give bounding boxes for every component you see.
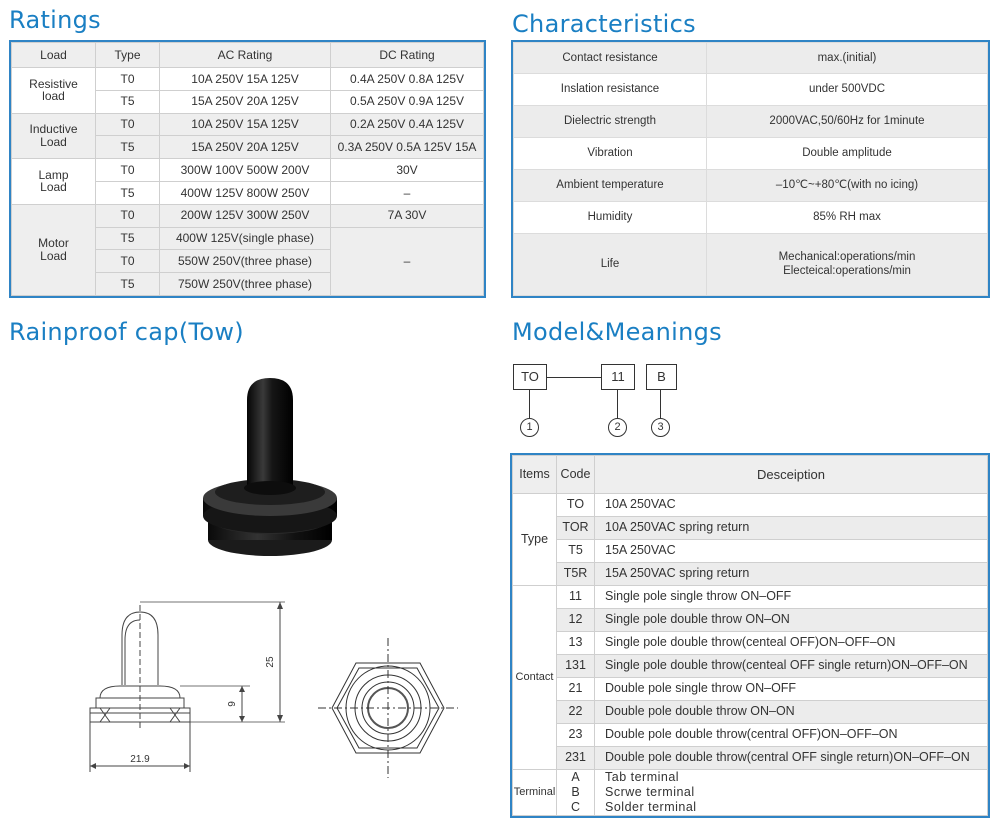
model-marker-3: 3 <box>651 418 670 437</box>
row-type: T0 <box>96 113 160 136</box>
row-ac: 10A 250V 15A 125V <box>160 113 331 136</box>
top-view-hex-drawing <box>318 638 458 778</box>
characteristics-table <box>513 42 988 296</box>
type-desc: 10A 250VAC <box>595 494 988 517</box>
terminal-descs: Tab terminal Scrwe terminal Solder terminal <box>595 770 988 816</box>
row-type: T5 <box>96 227 160 250</box>
header-type: Type <box>96 43 160 68</box>
load-inductive: Inductive Load <box>12 113 96 159</box>
char-value: 85% RH max <box>707 202 988 234</box>
char-value: under 500VDC <box>707 74 988 106</box>
row-dc: 0.4A 250V 0.8A 125V <box>331 68 484 91</box>
contact-desc: Single pole double throw(centeal OFF)ON–OFF–ON <box>595 632 988 655</box>
row-dc: 7A 30V <box>331 204 484 227</box>
row-dc: 0.3A 250V 0.5A 125V 15A <box>331 136 484 159</box>
contact-desc: Single pole double throw(centeal OFF single return)ON–OFF–ON <box>595 655 988 678</box>
char-label: Life <box>514 234 707 296</box>
contact-code: 231 <box>557 747 595 770</box>
contact-code: 23 <box>557 724 595 747</box>
model-connector-line <box>545 377 601 378</box>
row-ac: 400W 125V(single phase) <box>160 227 331 250</box>
row-ac: 15A 250V 20A 125V <box>160 90 331 113</box>
model-box-series: TO <box>513 364 547 390</box>
contact-code: 12 <box>557 609 595 632</box>
row-type: T5 <box>96 136 160 159</box>
model-marker-2: 2 <box>608 418 627 437</box>
type-code: T5 <box>557 540 595 563</box>
row-dc: – <box>331 227 484 295</box>
char-label: Dielectric strength <box>514 106 707 138</box>
contact-code: 131 <box>557 655 595 678</box>
row-type: T0 <box>96 204 160 227</box>
char-value: Mechanical:operations/min Electeical:operations/min <box>707 234 988 296</box>
type-desc: 15A 250VAC <box>595 540 988 563</box>
header-ac-rating: AC Rating <box>160 43 331 68</box>
contact-code: 11 <box>557 586 595 609</box>
char-label: Ambient temperature <box>514 170 707 202</box>
rainproof-cap-title: Rainproof cap(Tow) <box>9 318 244 346</box>
model-box-terminal: B <box>646 364 677 390</box>
header-description: Desceiption <box>595 456 988 494</box>
contact-code: 22 <box>557 701 595 724</box>
header-dc-rating: DC Rating <box>331 43 484 68</box>
model-meanings-title: Model&Meanings <box>512 318 722 346</box>
model-meanings-table-box <box>510 453 990 818</box>
load-lamp: Lamp Load <box>12 159 96 205</box>
characteristics-title: Characteristics <box>512 10 696 38</box>
contact-code: 21 <box>557 678 595 701</box>
char-value: Double amplitude <box>707 138 988 170</box>
dim-height-base: 9 <box>227 701 238 707</box>
contact-desc: Double pole single throw ON–OFF <box>595 678 988 701</box>
row-dc: 0.2A 250V 0.4A 125V <box>331 113 484 136</box>
characteristics-table-box <box>511 40 990 298</box>
model-marker-1: 1 <box>520 418 539 437</box>
row-ac: 300W 100V 500W 200V <box>160 159 331 182</box>
contact-desc: Single pole single throw ON–OFF <box>595 586 988 609</box>
char-label: Vibration <box>514 138 707 170</box>
row-type: T0 <box>96 68 160 91</box>
char-value: –10℃~+80℃(with no icing) <box>707 170 988 202</box>
ratings-title: Ratings <box>9 6 101 34</box>
char-label: Humidity <box>514 202 707 234</box>
row-type: T5 <box>96 181 160 204</box>
contact-desc: Double pole double throw ON–ON <box>595 701 988 724</box>
row-dc: 30V <box>331 159 484 182</box>
row-type: T5 <box>96 273 160 296</box>
contact-desc: Double pole double throw(central OFF single return)ON–OFF–ON <box>595 747 988 770</box>
type-desc: 15A 250VAC spring return <box>595 563 988 586</box>
header-items: Items <box>513 456 557 494</box>
group-terminal: Terminal <box>513 770 557 816</box>
model-leader-3 <box>660 390 661 418</box>
row-ac: 750W 250V(three phase) <box>160 273 331 296</box>
ratings-table <box>11 42 484 296</box>
header-code: Code <box>557 456 595 494</box>
model-leader-2 <box>617 390 618 418</box>
row-dc: – <box>331 181 484 204</box>
row-ac: 10A 250V 15A 125V <box>160 68 331 91</box>
ratings-table-box <box>9 40 486 298</box>
row-ac: 400W 125V 800W 250V <box>160 181 331 204</box>
dim-width: 21.9 <box>130 754 150 765</box>
model-meanings-table <box>512 455 988 816</box>
model-box-contact: 11 <box>601 364 635 390</box>
contact-code: 13 <box>557 632 595 655</box>
rainproof-cap-photo <box>185 370 355 570</box>
group-contact: Contact <box>513 586 557 770</box>
contact-desc: Double pole double throw(central OFF)ON–OFF–ON <box>595 724 988 747</box>
terminal-codes: A B C <box>557 770 595 816</box>
type-code: TO <box>557 494 595 517</box>
char-value: 2000VAC,50/60Hz for 1minute <box>707 106 988 138</box>
char-value: max.(initial) <box>707 43 988 74</box>
side-view-drawing <box>70 600 300 795</box>
row-type: T5 <box>96 90 160 113</box>
load-motor: Motor Load <box>12 204 96 295</box>
row-type: T0 <box>96 159 160 182</box>
row-ac: 550W 250V(three phase) <box>160 250 331 273</box>
char-label: Inslation resistance <box>514 74 707 106</box>
row-ac: 15A 250V 20A 125V <box>160 136 331 159</box>
type-desc: 10A 250VAC spring return <box>595 517 988 540</box>
load-resistive: Resistive load <box>12 68 96 114</box>
group-type: Type <box>513 494 557 586</box>
row-dc: 0.5A 250V 0.9A 125V <box>331 90 484 113</box>
dim-height-total: 25 <box>265 656 276 668</box>
model-leader-1 <box>529 390 530 418</box>
type-code: T5R <box>557 563 595 586</box>
contact-desc: Single pole double throw ON–ON <box>595 609 988 632</box>
header-load: Load <box>12 43 96 68</box>
type-code: TOR <box>557 517 595 540</box>
row-type: T0 <box>96 250 160 273</box>
char-label: Contact resistance <box>514 43 707 74</box>
row-ac: 200W 125V 300W 250V <box>160 204 331 227</box>
